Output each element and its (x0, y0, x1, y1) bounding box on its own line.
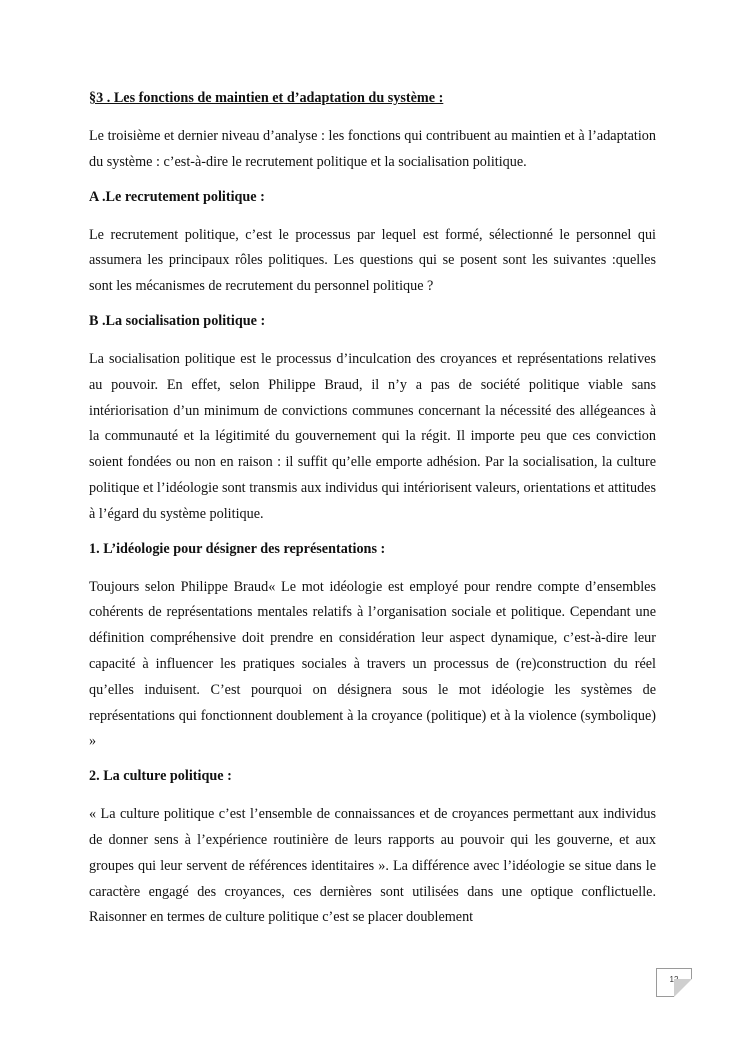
point-2-paragraph: « La culture politique c’est l’ensemble de connaissances et de croyances permettant aux individus de donner sens à l’expérience routinière de leurs rapports au pouvoir qui les gouverne, et aux groupes qui leur servent de références identitaires ». La différence avec l’idéologie se situe dans le caractère engagé des croyances, ces dernières sont utilisées dans une optique conflictuelle. Raisonner en termes de culture politique c’est se placer doublement (89, 806, 656, 926)
subsection-b-paragraph: La socialisation politique est le processus d’inculcation des croyances et représentations relatives au pouvoir. En effet, selon Philippe Braud, il n’y a pas de société politique viable sans intériorisation d’un minimum de convictions communes concernant la nécessité des allégeances à la communauté et la légitimité du gouvernement qui la régit. Il importe peu que ces conviction soient fondées ou non en raison : il suffit qu’elle emporte adhésion. Par la socialisation, la culture politique et l’idéologie sont transmis aux individus qui intériorisent valeurs, orientations et attitudes à l’égard du système politique. (89, 350, 656, 522)
page-curl-icon (674, 979, 692, 997)
page-number-box (656, 968, 692, 997)
section-title: §3 . Les fonctions de maintien et d’adaptation du système : (89, 90, 444, 106)
point-1-paragraph: Toujours selon Philippe Braud« Le mot idéologie est employé pour rendre compte d’ensembles cohérents de représentations mentales relatifs à l’organisation sociale et politique. Cependant une définition compréhensive doit prendre en considération leur aspect dynamique, c’est-à-dire leur capacité à influencer les pratiques sociales à travers un processus de (re)construction du réel qu’elles induisent. C’est pourquoi on désignera sous le mot idéologie les systèmes de représentations qui fonctionnent doublement à la croyance (politique) et à la violence (symbolique) » (89, 578, 656, 750)
intro-paragraph: Le troisième et dernier niveau d’analyse : les fonctions qui contribuent au maintien et à l’adaptation du système : c’est-à-dire le recrutement politique et la socialisation politique. (89, 128, 656, 170)
subsection-b-title: B .La socialisation politique : (89, 312, 266, 329)
subsection-a-title: A .Le recrutement politique : (89, 188, 265, 205)
point-2-title: 2. La culture politique : (89, 768, 232, 785)
subsection-a-paragraph: Le recrutement politique, c’est le processus par lequel est formé, sélectionné le personnel qui assumera les principaux rôles politiques. Les questions qui se posent sont les suivantes :quelles sont les mécanismes de recrutement du personnel politique ? (89, 226, 656, 295)
page-number: 12 (669, 975, 679, 984)
point-1-title: 1. L’idéologie pour désigner des représentations : (89, 540, 386, 557)
document-page (89, 88, 656, 942)
